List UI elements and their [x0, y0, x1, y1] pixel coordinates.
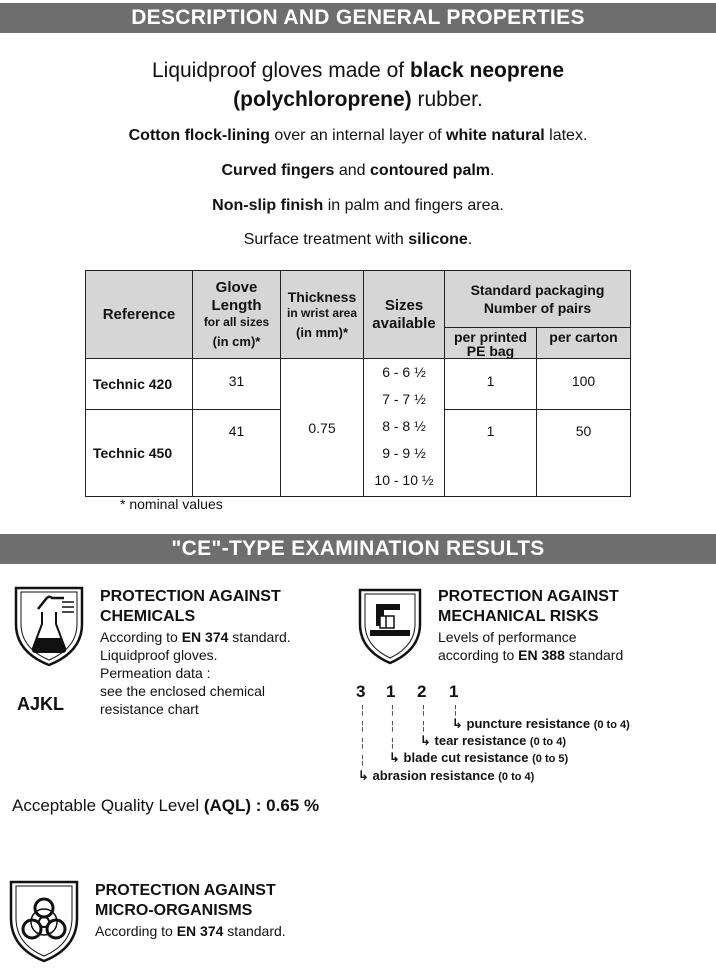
intro-part2: rubber.: [411, 88, 483, 111]
size-item: 6 - 6 ½: [382, 364, 426, 380]
connector-tick: ╎: [389, 738, 396, 750]
aql-text: Acceptable Quality Level (AQL) : 0.65 %: [12, 796, 320, 815]
score-tear: 2: [417, 682, 427, 701]
intro-part1: Liquidproof gloves made of: [151, 59, 410, 82]
connector-tick: ╎: [420, 705, 427, 717]
intro-bold2: (polychloroprene): [233, 88, 412, 111]
size-item: 9 - 9 ½: [382, 445, 426, 461]
mechanical-shield-icon: [356, 586, 424, 666]
product-table: [85, 270, 631, 497]
chemicals-title: PROTECTION AGAINST CHEMICALS: [100, 588, 281, 625]
section-header-ce: "CE"-TYPE EXAMINATION RESULTS: [0, 534, 716, 564]
legend-tear: ↳ tear resistance (0 to 4): [420, 733, 566, 748]
header-glove-length: Glove Length for all sizes (in cm)*: [193, 271, 281, 359]
header-per-carton: per carton: [537, 328, 631, 359]
section-header-description: DESCRIPTION AND GENERAL PROPERTIES: [0, 3, 716, 33]
chemical-code: AJKL: [17, 694, 65, 714]
row-length: 41: [193, 410, 281, 497]
row-per-carton: 50: [537, 410, 631, 497]
feature-line: Curved fingers and contoured palm.: [221, 162, 495, 179]
chemicals-text: According to EN 374 standard. Liquidproof gloves. Permeation data : see the enclosed chemical resistance chart: [100, 629, 291, 717]
legend-puncture: ↳ puncture resistance (0 to 4): [452, 716, 630, 731]
row-length: 31: [193, 359, 281, 410]
micro-title: PROTECTION AGAINST MICRO-ORGANISMS: [95, 882, 276, 919]
score-blade-cut: 1: [386, 682, 396, 701]
row-per-bag: 1: [445, 359, 537, 410]
row-reference: Technic 420: [86, 359, 193, 410]
size-item: 7 - 7 ½: [382, 391, 426, 407]
header-packaging: Standard packaging Number of pairs: [445, 271, 631, 328]
size-item: 10 - 10 ½: [374, 472, 434, 488]
header-per-bag: per printed PE bag: [445, 328, 537, 359]
connector-tick: ╎: [359, 755, 366, 767]
row-per-bag: 1: [445, 410, 537, 497]
biohazard-shield-icon: [7, 878, 81, 964]
legend-abrasion: ↳ abrasion resistance (0 to 4): [358, 768, 535, 783]
row-per-carton: 100: [537, 359, 631, 410]
score-puncture: 1: [449, 682, 459, 701]
feature-line: Cotton flock-lining over an internal layer of white natural latex.: [128, 127, 588, 144]
nominal-note: * nominal values: [120, 496, 223, 512]
connector-tick: ╎: [359, 705, 366, 717]
thickness-value: 0.75: [281, 359, 364, 497]
sizes-list: [364, 359, 445, 497]
feature-line: Non-slip finish in palm and fingers area.: [212, 197, 504, 214]
micro-text: According to EN 374 standard.: [95, 923, 286, 939]
mechanical-text: Levels of performance according to EN 388 standard: [438, 629, 624, 663]
mechanical-title: PROTECTION AGAINST MECHANICAL RISKS: [438, 588, 619, 625]
connector-tick: ╎: [359, 738, 366, 750]
connector-tick: ╎: [452, 705, 459, 717]
score-abrasion: 3: [356, 682, 366, 701]
header-thickness: Thickness in wrist area (in mm)*: [281, 271, 364, 359]
chemical-shield-icon: [12, 584, 86, 668]
row-reference: Technic 450: [86, 410, 193, 497]
feature-line: Surface treatment with silicone.: [243, 231, 473, 248]
header-sizes: Sizes available: [364, 271, 445, 359]
connector-tick: ╎: [359, 721, 366, 733]
connector-tick: ╎: [420, 721, 427, 733]
header-reference: Reference: [86, 271, 193, 359]
size-item: 8 - 8 ½: [382, 418, 426, 434]
intro-bold1: black neoprene: [409, 59, 565, 82]
intro-text: [0, 56, 716, 114]
connector-tick: ╎: [389, 721, 396, 733]
legend-blade-cut: ↳ blade cut resistance (0 to 5): [389, 750, 569, 765]
connector-tick: ╎: [389, 705, 396, 717]
